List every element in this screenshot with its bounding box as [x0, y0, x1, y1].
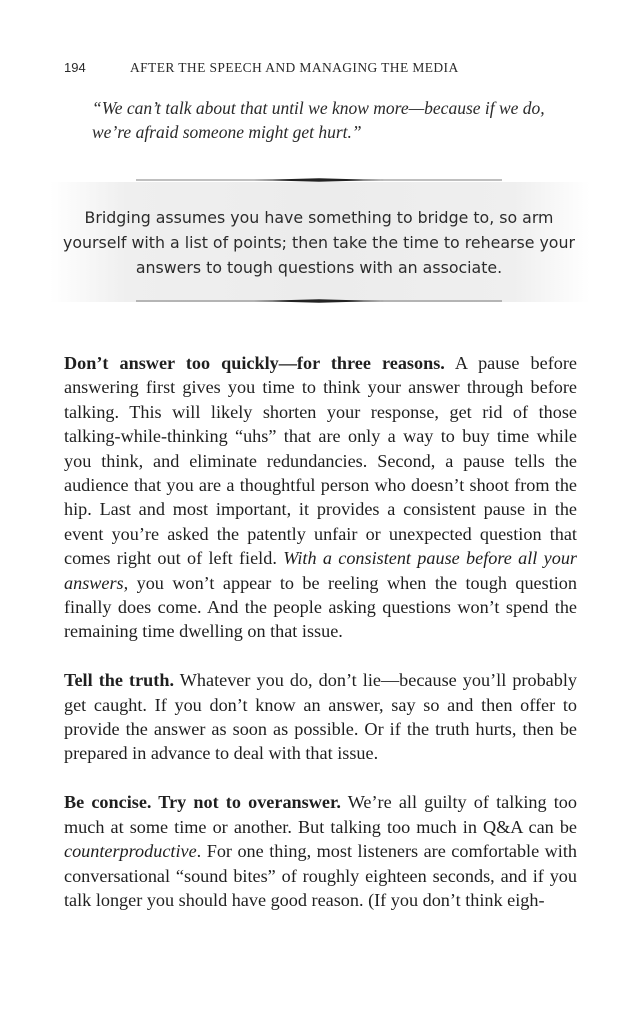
pull-quote-bottom-rule — [136, 299, 502, 303]
paragraph-emphasis: With a consistent pause before all your answers, — [64, 548, 577, 593]
pull-quote-text: Bridging assumes you have something to bridge to, so arm yourself with a list of points; then take the time to rehearse your answers to tough questions with an associate. — [63, 208, 575, 277]
paragraph-truth — [64, 668, 577, 766]
paragraph-text: Whatever you do, don’t lie—because you’ll probably get caught. If you don’t know an answer, say so and then offer to provide the answer as soon as possible. Or if the truth hurts, then be prepared in advance to deal with that issue. — [64, 670, 577, 764]
pull-quote-top-rule — [136, 178, 502, 182]
running-header — [64, 60, 584, 76]
paragraph-concise — [64, 790, 577, 912]
page-number: 194 — [64, 60, 86, 75]
paragraph-heading: Don’t answer too quickly—for three reasons. — [64, 353, 445, 373]
paragraph-text: . For one thing, most listeners are comfortable with conversational “sound bites” of roughly eighteen seconds, and if you talk longer you should have good reason. (If you don’t think eigh- — [64, 841, 577, 910]
paragraph-text: We’re all guilty of talking too much at some time or another. But talking too much in Q&A can be — [64, 792, 577, 837]
paragraph-pause — [64, 351, 577, 644]
epigraph-quote: “We can’t talk about that until we know more—because if we do, we’re afraid someone might get hurt.” — [92, 98, 545, 142]
paragraph-text: A pause before answering first gives you time to think your answer through before talking. This will likely shorten your response, get rid of those talking-while-thinking “uhs” that are only a way to buy time while you think, and eliminate redundancies. Second, a pause tells the audience that you are a thoughtful person who doesn’t shoot from the hip. Last and most important, it provides a consistent pause in the event you’re asked the patently unfair or unexpected question that comes right out of left field. — [64, 353, 577, 569]
paragraph-heading: Be concise. Try not to overanswer. — [64, 792, 341, 813]
paragraph-text: you won’t appear to be reeling when the tough question finally does come. And the people asking questions won’t spend the remaining time dwelling on that issue. — [64, 572, 577, 642]
body-text — [64, 351, 577, 937]
paragraph-emphasis: counterproductive — [64, 841, 197, 862]
paragraph-heading: Tell the truth. — [64, 670, 174, 691]
running-title: AFTER THE SPEECH AND MANAGING THE MEDIA — [130, 60, 459, 75]
